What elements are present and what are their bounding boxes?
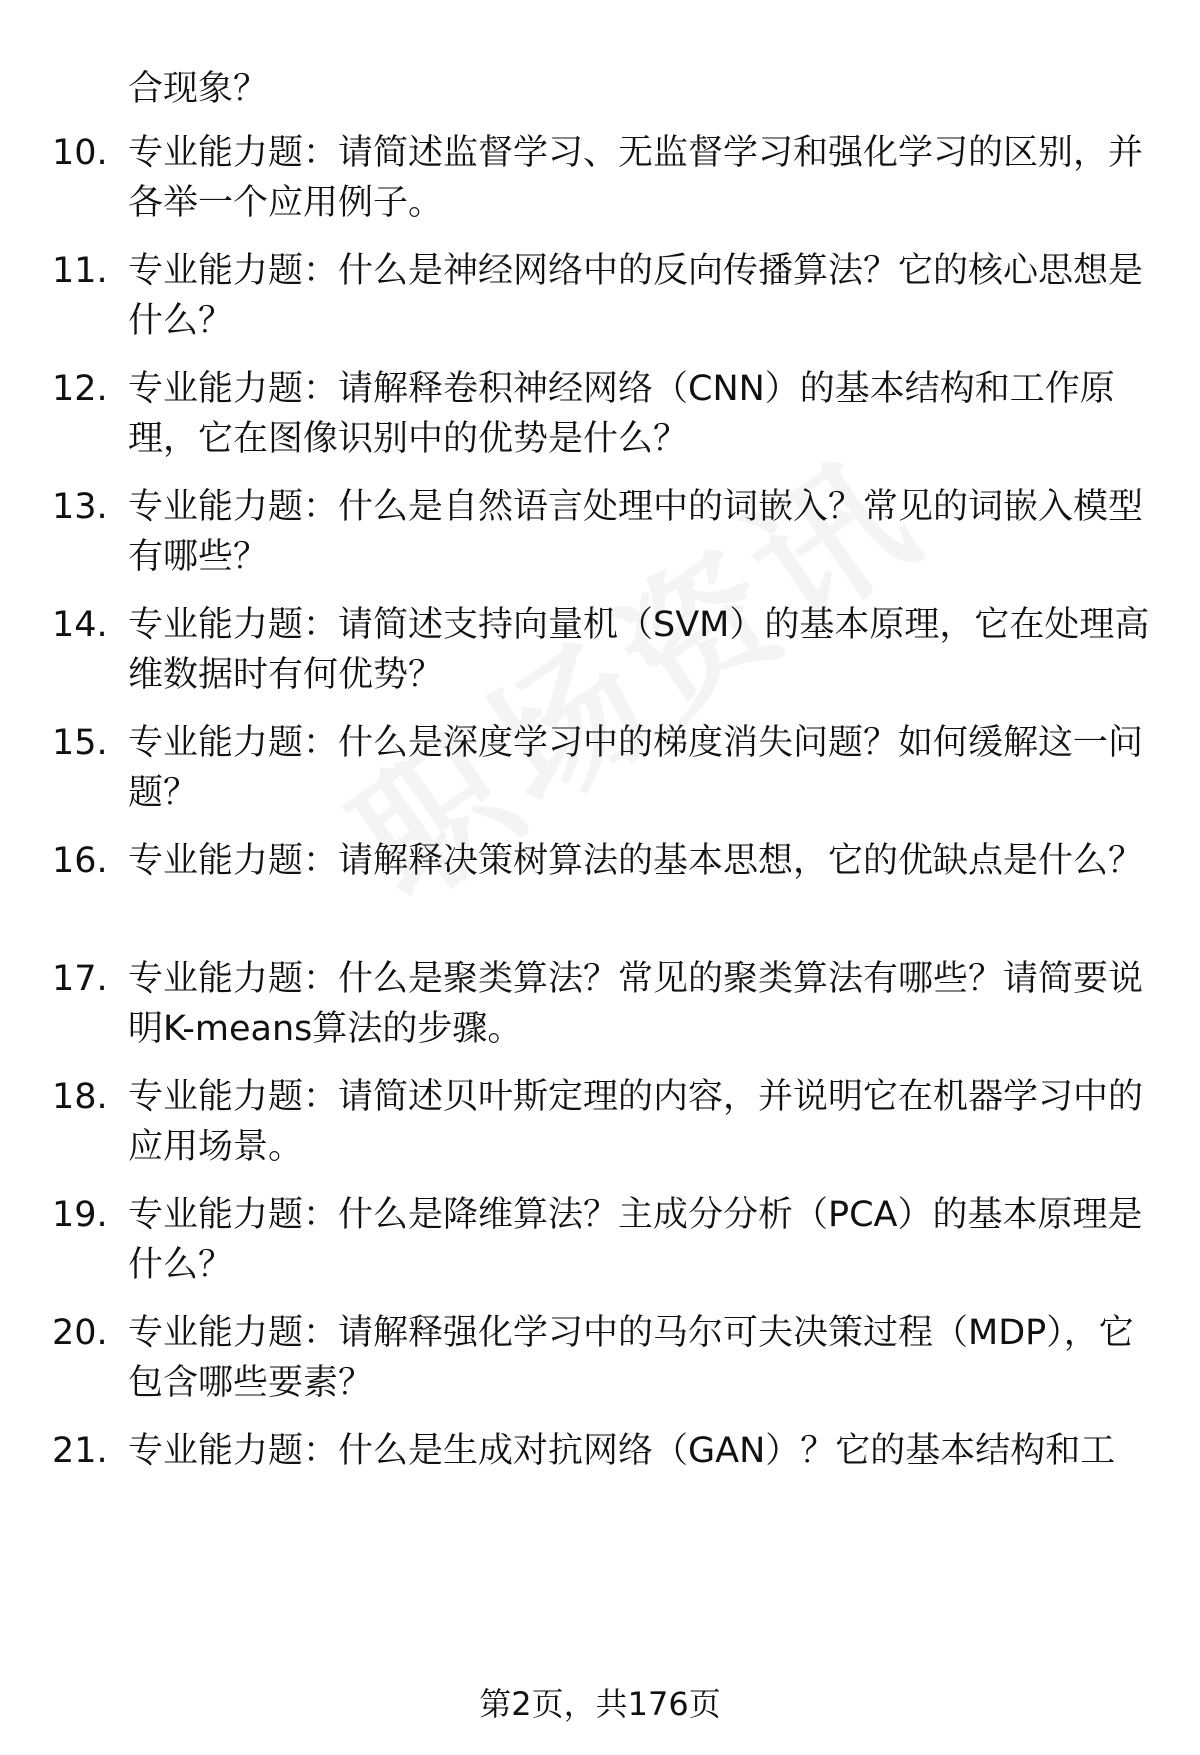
question-text: 专业能力题：什么是生成对抗网络（GAN）？它的基本结构和工: [128, 1431, 1116, 1471]
list-item: [52, 718, 1152, 818]
list-item: [52, 128, 1152, 228]
page-footer: 第2页，共176页: [479, 1685, 721, 1723]
question-text: 专业能力题：什么是聚类算法？常见的聚类算法有哪些？请简要说明K-means算法的步骤。: [128, 959, 1144, 1049]
question-text: 专业能力题：请简述监督学习、无监督学习和强化学习的区别，并各举一个应用例子。: [128, 133, 1144, 223]
question-text: 专业能力题：请解释卷积神经网络（CNN）的基本结构和工作原理，它在图像识别中的优势是什么？: [128, 369, 1115, 459]
list-item: [52, 1072, 1152, 1172]
question-text: 专业能力题：什么是神经网络中的反向传播算法？它的核心思想是什么？: [128, 251, 1144, 341]
question-number: 20.: [52, 1313, 108, 1353]
list-item: [52, 1308, 1152, 1408]
question-number: 21.: [52, 1431, 108, 1471]
question-text: 专业能力题：什么是深度学习中的梯度消失问题？如何缓解这一问题？: [128, 723, 1144, 813]
list-item: [52, 836, 1152, 886]
question-number: 19.: [52, 1195, 108, 1235]
question-number: 14.: [52, 605, 108, 645]
question-text: 专业能力题：什么是自然语言处理中的词嵌入？常见的词嵌入模型有哪些？: [128, 487, 1144, 577]
question-number: 10.: [52, 133, 108, 173]
question-text: 专业能力题：请简述贝叶斯定理的内容，并说明它在机器学习中的应用场景。: [128, 1077, 1144, 1167]
question-number: 18.: [52, 1077, 108, 1117]
continuation-text: 合现象？: [128, 69, 269, 109]
question-text: 专业能力题：什么是降维算法？主成分分析（PCA）的基本原理是什么？: [128, 1195, 1143, 1285]
list-item: [52, 364, 1152, 464]
question-number: 17.: [52, 959, 108, 999]
list-item: [52, 954, 1152, 1054]
question-number: 16.: [52, 841, 108, 881]
list-item: [52, 482, 1152, 582]
question-number: 15.: [52, 723, 108, 763]
list-item: [52, 246, 1152, 346]
list-item: [52, 1426, 1152, 1476]
question-text: 专业能力题：请解释强化学习中的马尔可夫决策过程（MDP），它包含哪些要素？: [128, 1313, 1134, 1403]
question-number: 12.: [52, 369, 108, 409]
question-text: 专业能力题：请解释决策树算法的基本思想，它的优缺点是什么？: [128, 841, 1144, 881]
list-item: [52, 1190, 1152, 1290]
question-number: 13.: [52, 487, 108, 527]
question-text: 专业能力题：请简述支持向量机（SVM）的基本原理，它在处理高维数据时有何优势？: [128, 605, 1150, 695]
list-item: [52, 600, 1152, 700]
question-number: 11.: [52, 251, 108, 291]
